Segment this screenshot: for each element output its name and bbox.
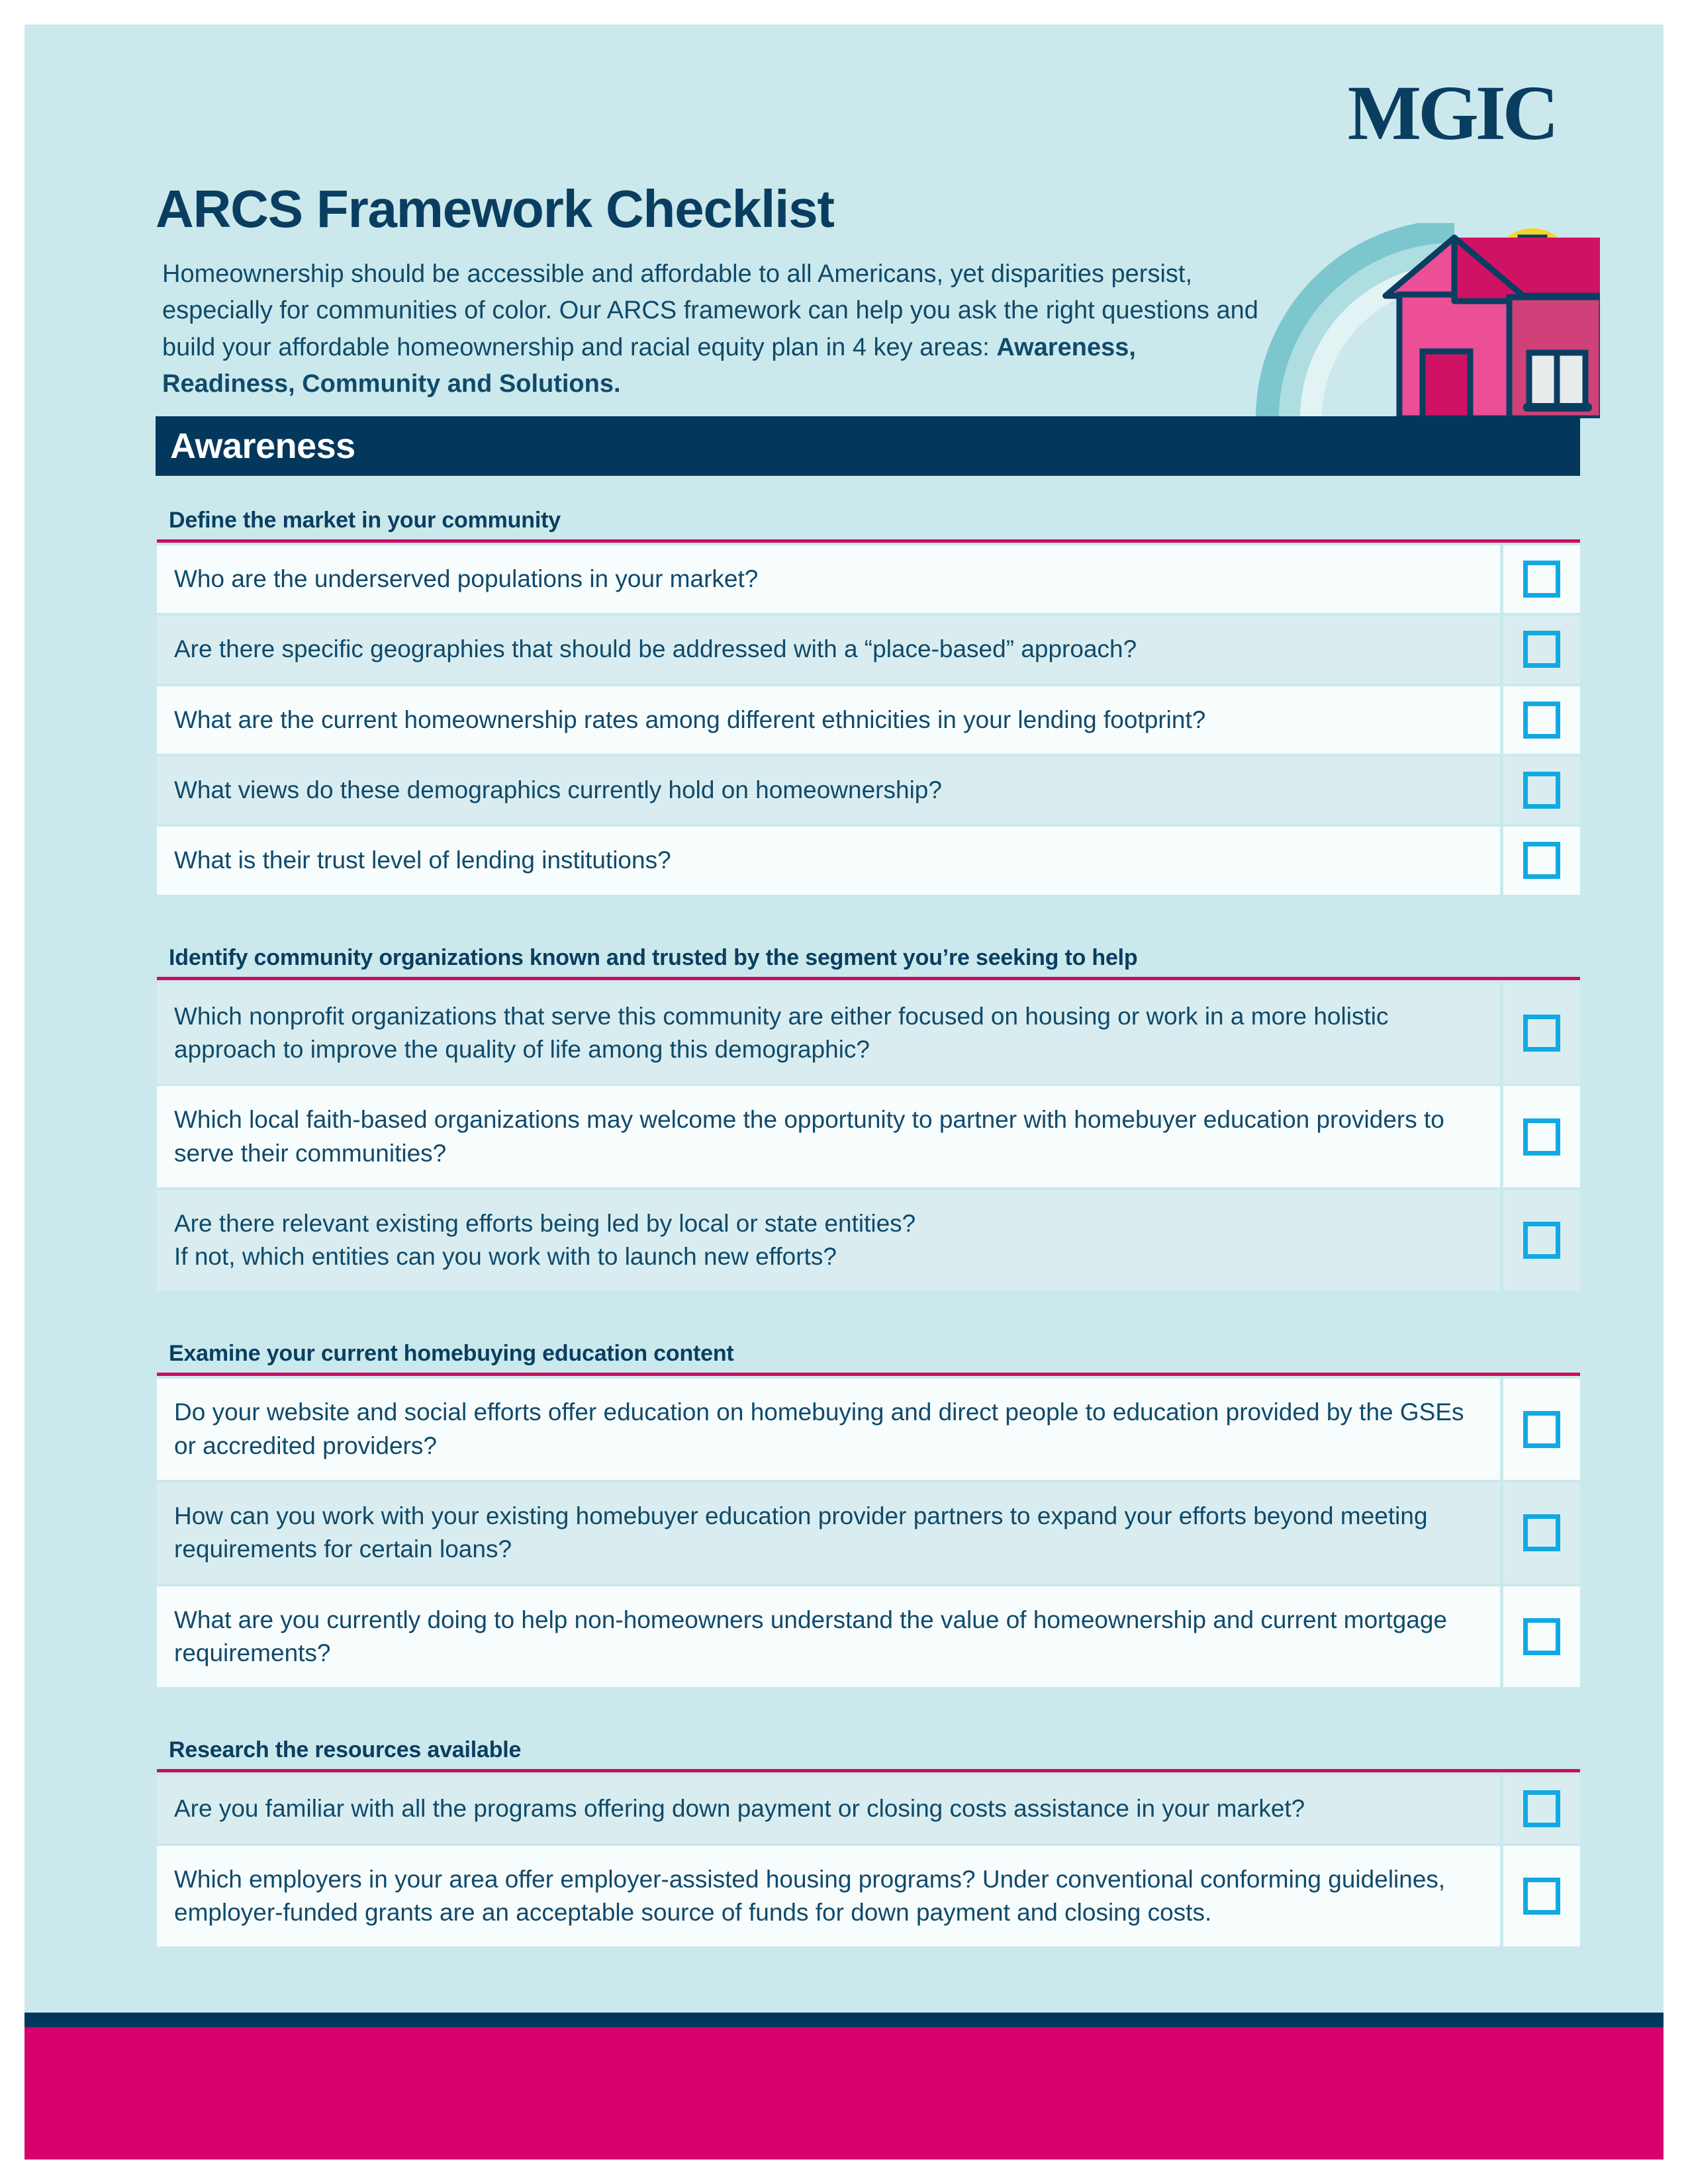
- checklist-row: [157, 827, 1580, 894]
- checkbox[interactable]: [1523, 1411, 1560, 1448]
- checklist-question: What are the current homeownership rates among different ethnicities in your lending footprint?: [157, 686, 1500, 754]
- checklist-question: Which local faith-based organizations may welcome the opportunity to partner with homebuyer education providers to serve their communities?: [157, 1086, 1500, 1187]
- checklist-group: [24, 488, 1664, 895]
- house-illustration: [1256, 223, 1600, 418]
- checklist-question: What are you currently doing to help non-homeowners understand the value of homeownership and current mortgage requirements?: [157, 1586, 1500, 1688]
- checkbox-cell[interactable]: [1503, 827, 1580, 894]
- group-rows: [157, 1379, 1580, 1687]
- checkbox-cell[interactable]: [1503, 1775, 1580, 1843]
- section-banner-label: Awareness: [170, 426, 355, 466]
- checkbox[interactable]: [1523, 1790, 1560, 1827]
- checkbox-cell[interactable]: [1503, 686, 1580, 754]
- checklist-row: [157, 1379, 1580, 1480]
- checklist-group: [24, 1321, 1664, 1687]
- section-banner-awareness: [156, 416, 1580, 476]
- checklist-question: Which employers in your area offer employer-assisted housing programs? Under conventional conforming guidelines, employer-funded grants are an acceptable source of funds for down payment and closing costs.: [157, 1846, 1500, 1947]
- checklist-question: Are there relevant existing efforts being led by local or state entities? If not, which entities can you work with to launch new efforts?: [157, 1190, 1500, 1291]
- checkbox-cell[interactable]: [1503, 756, 1580, 824]
- group-heading: Examine your current homebuying education content: [157, 1321, 1580, 1376]
- checklist-row: [157, 983, 1580, 1084]
- group-rows: [157, 545, 1580, 895]
- checklist-question: Are there specific geographies that should be addressed with a “place-based” approach?: [157, 615, 1500, 683]
- mgic-logo: MGIC: [1347, 69, 1556, 156]
- checkbox-cell[interactable]: [1503, 1190, 1580, 1291]
- document-page: [24, 24, 1664, 2160]
- footer-navy-rule: [24, 2013, 1664, 2027]
- checkbox-cell[interactable]: [1503, 1086, 1580, 1187]
- checklist-question: Who are the underserved populations in your market?: [157, 545, 1500, 613]
- checklist-row: [157, 686, 1580, 754]
- checkbox[interactable]: [1523, 1514, 1560, 1551]
- checklist-row: [157, 545, 1580, 613]
- checklist-row: [157, 1086, 1580, 1187]
- checkbox-cell[interactable]: [1503, 545, 1580, 613]
- checkbox-cell[interactable]: [1503, 615, 1580, 683]
- checkbox-cell[interactable]: [1503, 1846, 1580, 1947]
- intro-plain-text: Homeownership should be accessible and affordable to all Americans, yet disparities persist, especially for communities of color. Our ARCS framework can help you ask the right questions and build your affordable homeownership and racial equity plan in 4 key areas:: [162, 260, 1258, 361]
- checkbox[interactable]: [1523, 1618, 1560, 1655]
- checkbox[interactable]: [1523, 1878, 1560, 1915]
- checklist-question: How can you work with your existing homebuyer education provider partners to expand your efforts beyond meeting requirements for certain loans?: [157, 1482, 1500, 1584]
- checkbox[interactable]: [1523, 772, 1560, 809]
- group-heading: Define the market in your community: [157, 488, 1580, 543]
- checklist-question: Are you familiar with all the programs offering down payment or closing costs assistance in your market?: [157, 1775, 1500, 1843]
- footer-magenta-band: [24, 2027, 1664, 2160]
- checkbox[interactable]: [1523, 1015, 1560, 1052]
- checklist-row: [157, 1846, 1580, 1947]
- checkbox[interactable]: [1523, 561, 1560, 598]
- checkbox-cell[interactable]: [1503, 1482, 1580, 1584]
- group-heading: Identify community organizations known and trusted by the segment you’re seeking to help: [157, 925, 1580, 980]
- checklist-row: [157, 756, 1580, 824]
- checklist-question: Do your website and social efforts offer education on homebuying and direct people to education provided by the GSEs or accredited providers?: [157, 1379, 1500, 1480]
- checkbox[interactable]: [1523, 1222, 1560, 1259]
- checklist-question: What is their trust level of lending institutions?: [157, 827, 1500, 894]
- group-heading: Research the resources available: [157, 1717, 1580, 1772]
- checklist-group: [24, 1717, 1664, 1946]
- checkbox-cell[interactable]: [1503, 1586, 1580, 1688]
- checkbox[interactable]: [1523, 702, 1560, 739]
- group-rows: [157, 1775, 1580, 1946]
- checkbox-cell[interactable]: [1503, 1379, 1580, 1480]
- checkbox[interactable]: [1523, 842, 1560, 879]
- checkbox[interactable]: [1523, 631, 1560, 668]
- checklist-row: [157, 615, 1580, 683]
- checklist-groups: [24, 488, 1664, 1977]
- checklist-row: [157, 1190, 1580, 1291]
- checkbox[interactable]: [1523, 1118, 1560, 1156]
- document-header: [24, 24, 1664, 398]
- checklist-row: [157, 1586, 1580, 1688]
- intro-paragraph: [162, 256, 1274, 403]
- checklist-group: [24, 925, 1664, 1291]
- page-title: ARCS Framework Checklist: [156, 179, 834, 238]
- checklist-row: [157, 1775, 1580, 1843]
- group-rows: [157, 983, 1580, 1291]
- checklist-question: What views do these demographics currently hold on homeownership?: [157, 756, 1500, 824]
- checkbox-cell[interactable]: [1503, 983, 1580, 1084]
- intro-bold-text: Awareness, Readiness, Community and Solutions.: [162, 333, 1136, 398]
- checklist-question: Which nonprofit organizations that serve this community are either focused on housing or work in a more holistic approach to improve the quality of life among this demographic?: [157, 983, 1500, 1084]
- checklist-row: [157, 1482, 1580, 1584]
